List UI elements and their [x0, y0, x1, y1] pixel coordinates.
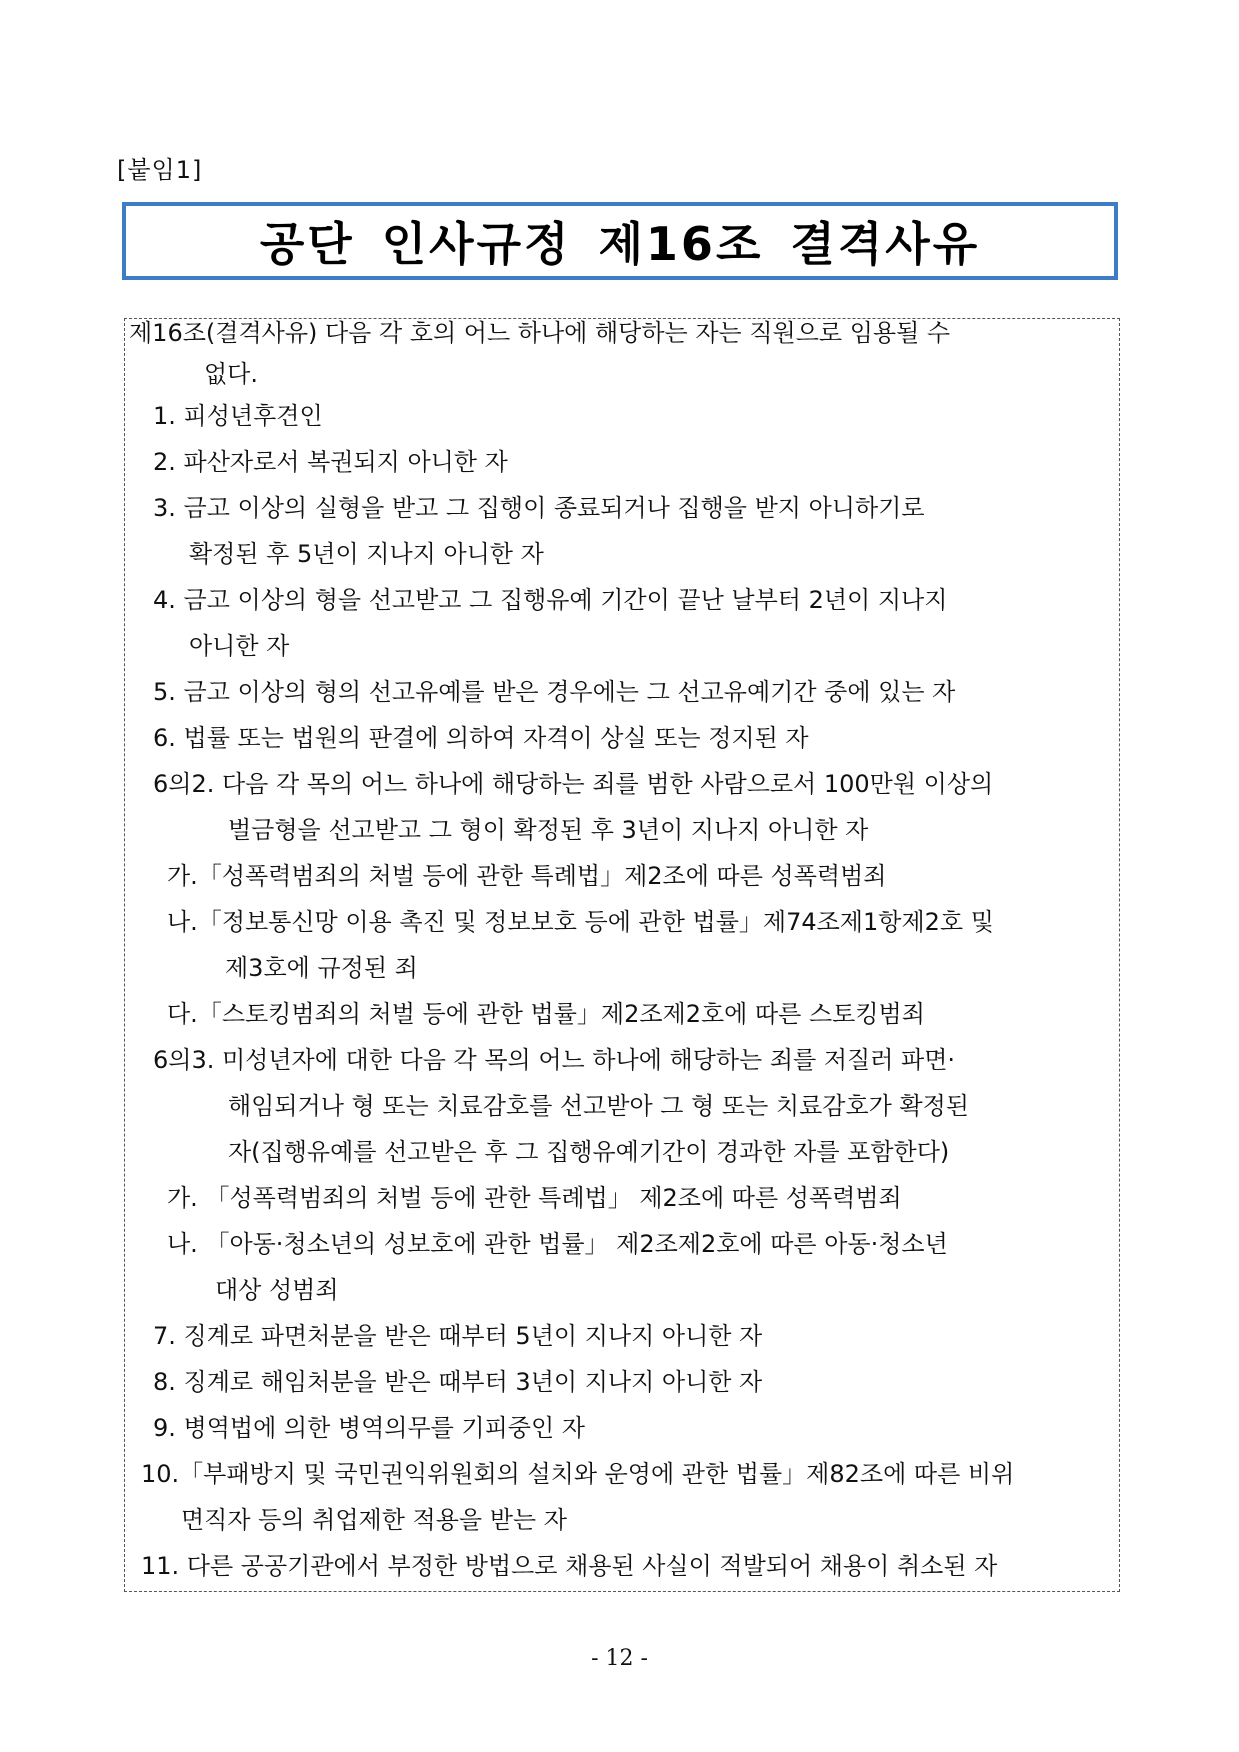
- regulation-text-box: [124, 318, 1120, 1592]
- clause-6-3-item-ga: 가. 「성폭력범죄의 처벌 등에 관한 특례법」 제2조에 따른 성폭력범죄: [167, 1184, 902, 1212]
- clause-3-cont: 확정된 후 5년이 지나지 아니한 자: [189, 540, 544, 568]
- clause-4: 4. 금고 이상의 형을 선고받고 그 집행유예 기간이 끝난 날부터 2년이 지나지: [153, 586, 948, 614]
- page-title: 공단 인사규정 제16조 결격사유: [259, 217, 981, 271]
- clause-10-cont: 면직자 등의 취업제한 적용을 받는 자: [181, 1506, 567, 1534]
- clause-5: 5. 금고 이상의 형의 선고유예를 받은 경우에는 그 선고유예기간 중에 있는 자: [153, 678, 956, 706]
- clause-6-3-cont-2: 자(집행유예를 선고받은 후 그 집행유예기간이 경과한 자를 포함한다): [228, 1138, 950, 1166]
- clause-10: 10.「부패방지 및 국민권익위원회의 설치와 운영에 관한 법률」제82조에 따른 비위: [141, 1460, 1015, 1488]
- clause-2: 2. 파산자로서 복권되지 아니한 자: [153, 448, 508, 476]
- clause-6-2: 6의2. 다음 각 목의 어느 하나에 해당하는 죄를 범한 사람으로서 100만원 이상의: [153, 770, 994, 798]
- clause-11: 11. 다른 공공기관에서 부정한 방법으로 채용된 사실이 적발되어 채용이 취소된 자: [141, 1552, 998, 1580]
- clause-3: 3. 금고 이상의 실형을 받고 그 집행이 종료되거나 집행을 받지 아니하기로: [153, 494, 925, 522]
- title-box: [122, 202, 1118, 280]
- clause-6-2-item-na: 나.「정보통신망 이용 촉진 및 정보보호 등에 관한 법률」제74조제1항제2호 및: [167, 908, 994, 936]
- clause-6-2-cont: 벌금형을 선고받고 그 형이 확정된 후 3년이 지나지 아니한 자: [228, 816, 869, 844]
- page-number: - 12 -: [591, 1646, 648, 1671]
- clause-4-cont: 아니한 자: [189, 632, 290, 660]
- clause-6-3-item-na-cont: 대상 성범죄: [215, 1276, 339, 1304]
- article-heading-cont: 없다.: [204, 360, 258, 388]
- clause-6-2-item-ga: 가.「성폭력범죄의 처벌 등에 관한 특례법」제2조에 따른 성폭력범죄: [167, 862, 887, 890]
- clause-7: 7. 징계로 파면처분을 받은 때부터 5년이 지나지 아니한 자: [153, 1322, 763, 1350]
- clause-9: 9. 병역법에 의한 병역의무를 기피중인 자: [153, 1414, 585, 1442]
- clause-6-3-item-na: 나. 「아동·청소년의 성보호에 관한 법률」 제2조제2호에 따른 아동·청소년: [167, 1230, 948, 1258]
- clause-6-3-cont-1: 해임되거나 형 또는 치료감호를 선고받아 그 형 또는 치료감호가 확정된: [228, 1092, 969, 1120]
- article-heading: 제16조(결격사유) 다음 각 호의 어느 하나에 해당하는 자는 직원으로 임용될 수: [129, 319, 951, 347]
- clause-6-2-item-na-cont: 제3호에 규정된 죄: [225, 954, 418, 982]
- attachment-label: [붙임1]: [117, 156, 203, 184]
- clause-6: 6. 법률 또는 법원의 판결에 의하여 자격이 상실 또는 정지된 자: [153, 724, 809, 752]
- clause-6-2-item-da: 다.「스토킹범죄의 처벌 등에 관한 법률」제2조제2호에 따른 스토킹범죄: [167, 1000, 925, 1028]
- clause-8: 8. 징계로 해임처분을 받은 때부터 3년이 지나지 아니한 자: [153, 1368, 763, 1396]
- clause-6-3: 6의3. 미성년자에 대한 다음 각 목의 어느 하나에 해당하는 죄를 저질러 파면·: [153, 1046, 956, 1074]
- clause-1: 1. 피성년후견인: [153, 402, 323, 430]
